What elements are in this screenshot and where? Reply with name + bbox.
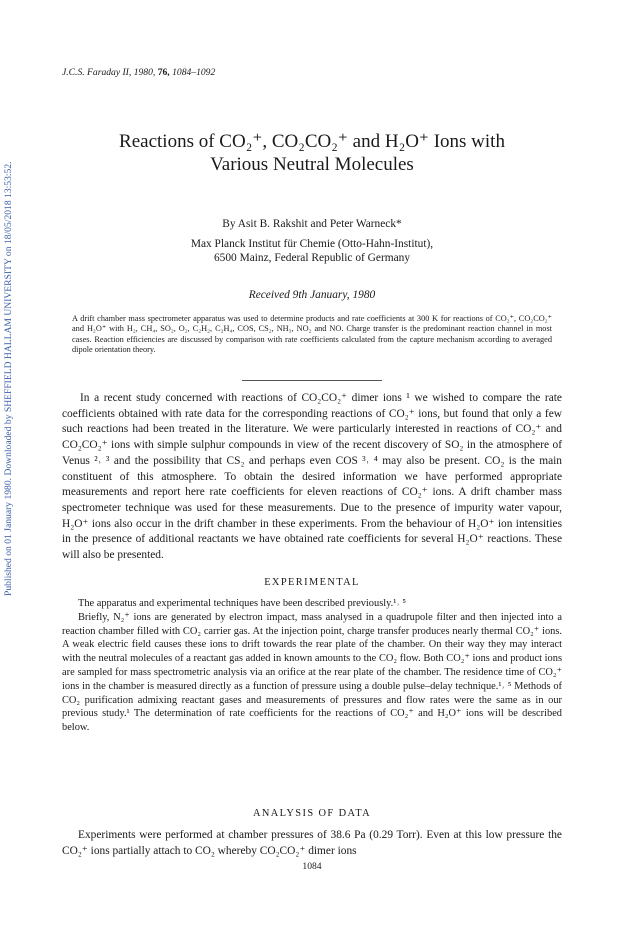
abstract: A drift chamber mass spectrometer apparatus was used to determine products and rate coefficients at 300 K for reactions of CO₂⁺, CO₂CO₂⁺ and H₂O⁺ with H₂, CH₄, SO₂, O₂, C₂H₂, C₂H₄, COS, CS₂, NH₃, NO₂ and NO. Charge transfer is the predominant reaction channel in most cases. Reaction efficiencies are discussed by comparison with rate coefficients calculated from the capture mechanism according to averaged dipole orientation theory.	[72, 314, 552, 354]
download-watermark	[0, 0, 22, 931]
abstract-divider	[242, 380, 382, 381]
journal-pages: 1084–1092	[172, 67, 216, 78]
journal-citation	[62, 67, 215, 78]
analysis-section	[62, 828, 562, 859]
section-heading-experimental: EXPERIMENTAL	[264, 577, 360, 588]
author-line: By Asit B. Rakshit and Peter Warneck*	[222, 218, 402, 230]
affiliation-line-1: Max Planck Institut für Chemie (Otto-Hahn-Institut),	[190, 238, 434, 250]
paper-title	[62, 130, 562, 176]
journal-volume: 76,	[157, 67, 170, 78]
title-line-2: Various Neutral Molecules	[210, 154, 414, 175]
received-date: Received 9th January, 1980	[248, 289, 376, 301]
journal-name: J.C.S. Faraday II,	[62, 67, 132, 78]
section-heading-analysis: ANALYSIS OF DATA	[252, 808, 372, 819]
title-line-1: Reactions of CO₂⁺, CO₂CO₂⁺ and H₂O⁺ Ions with	[119, 131, 505, 152]
experimental-section	[62, 597, 562, 735]
journal-year: 1980,	[133, 67, 156, 78]
page-number: 1084	[302, 861, 322, 872]
watermark-text: Published on 01 January 1980. Downloaded by SHEFFIELD HALLAM UNIVERSITY on 18/05/2018 13:53:52.	[3, 161, 14, 596]
introduction-paragraph: In a recent study concerned with reactions of CO₂CO₂⁺ dimer ions ¹ we wished to compare the rate coefficients obtained with rate data for the corresponding reactions of CO₂⁺ ions, but found that only a few such reactions had been treated in the literature. We were particularly interested in reactions of CO₂⁺ and CO₂CO₂⁺ ions with simple sulphur compounds in view of the recent discovery of SO₂ in the atmosphere of Venus ²˒ ³ and the possibility that CS₂ and perhaps even COS ³˒ ⁴ may also be present. CO₂ is the main constituent of this atmosphere. To obtain the desired information we have performed appropriate measurements and report here rate coefficients for eleven reactions of CO₂⁺ ions. A drift chamber mass spectrometer technique was used for these measurements. Due to the presence of impurity water vapour, H₂O⁺ ions also occur in the drift chamber in these experiments. From the behaviour of H₂O⁺ ion intensities in the presence of additional reactants we have obtained rate coefficients for several H₂O⁺ reactions. These will also be presented.	[62, 392, 562, 562]
affiliation	[62, 237, 562, 265]
analysis-paragraph-1: Experiments were performed at chamber pressures of 38.6 Pa (0.29 Torr). Even at this low pressure the CO₂⁺ ions partially attach to CO₂ whereby CO₂CO₂⁺ dimer ions	[62, 829, 562, 857]
experimental-paragraph-2: Briefly, N₂⁺ ions are generated by electron impact, mass analysed in a quadrupole filter and then injected into a reaction chamber filled with CO₂ carrier gas. At the injection point, charge transfer produces nearly thermal CO₂⁺ ions. A weak electric field causes these ions to drift towards the rear plate of the chamber. On their way they may interact with the neutral molecules of a reactant gas added in known amounts to the CO₂ flow. Both CO₂⁺ ions and product ions are sampled for mass spectrometric analysis via an orifice at the rear plate of the chamber. The residence time of CO₂⁺ ions in the chamber is measured directly as a function of pressure using a double pulse–delay technique.¹˒ ⁵ Methods of CO₂ purification admixing reactant gases and measurements of pressures and flow rates were the same as in our previous study.¹ The determination of rate coefficients for the reactions of CO₂⁺ and H₂O⁺ ions will be described below.	[62, 611, 562, 734]
affiliation-line-2: 6500 Mainz, Federal Republic of Germany	[213, 252, 411, 264]
experimental-paragraph-1: The apparatus and experimental techniques have been described previously.¹˒ ⁵	[78, 598, 407, 609]
